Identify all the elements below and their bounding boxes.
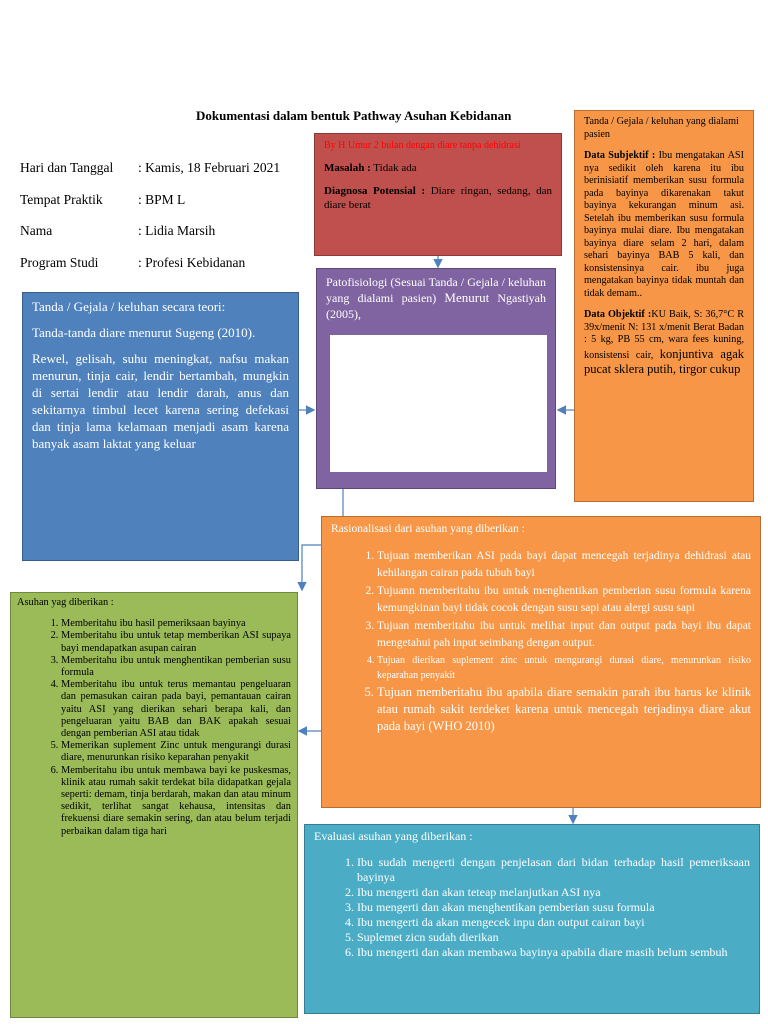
- subjective-data: [584, 150, 744, 300]
- pathophysiology-image-placeholder: [330, 335, 547, 472]
- list-item: 5. Memerikan suplement Zinc untuk mengurangi durasi diare, menurunkan risiko keparahan penyakit: [61, 740, 291, 764]
- objective-data: [584, 309, 744, 378]
- complaint-heading: Tanda / Gejala / keluhan yang dialami pasien: [584, 116, 739, 140]
- list-item: 4. Memberitahu ibu untuk terus memantau pengeluaran dan pemasukan cairan pada bayi, pemantauan cairan yaitu ASI yang dierikan sehari berapa kali, dan pengeluaran yaitu BAB dan BAK apakah sesuai dengan pemberian ASI atau tidak: [61, 679, 291, 740]
- info-label: Tempat Praktik: [20, 192, 103, 207]
- patient-complaint-box: [574, 110, 754, 502]
- info-label: Nama: [20, 223, 53, 238]
- care-list: [17, 618, 291, 838]
- problem-value: Tidak ada: [370, 162, 417, 174]
- info-value: : Kamis, 18 Februari 2021: [138, 160, 281, 175]
- info-row-name: [20, 223, 215, 239]
- list-item: 3. Ibu mengerti dan akan menghentikan pemberian susu formula: [357, 900, 750, 915]
- info-value: : Lidia Marsih: [138, 223, 216, 238]
- list-item: 4. Tujuan dierikan suplement zinc untuk mengurangi durasi diare, menurunkan risiko keparahan penyakit: [377, 653, 751, 683]
- potential-value: Diare ringan, sedang, dan diare berat: [324, 185, 552, 211]
- rationale-box: [321, 516, 761, 808]
- rationale-heading: Rasionalisasi dari asuhan yang diberikan :: [331, 523, 525, 535]
- list-item: 6. Ibu mengerti dan akan membawa bayinya apabila diare masih belum sembuh: [357, 945, 750, 960]
- list-item: 1. Memberitahu ibu hasil pemeriksaan bayinya: [61, 618, 291, 630]
- list-item: 1. Ibu sudah mengerti dengan penjelasan dari bidan terhadap hasil pemeriksaan bayinya: [357, 855, 750, 885]
- list-item: 2. Ibu mengerti dan akan teteap melanjutkan ASI nya: [357, 885, 750, 900]
- pathophysiology-box: [316, 268, 556, 489]
- potential-line: [324, 184, 552, 212]
- list-item: 3. Memberitahu ibu untuk menghentikan pemberian susu formula: [61, 655, 291, 679]
- pathophysiology-text: [326, 274, 546, 322]
- list-item: 2. Memberitahu ibu untuk tetap memberikan ASI supaya bayi mendapatkan asupan cairan: [61, 630, 291, 654]
- page-title: Dokumentasi dalam bentuk Pathway Asuhan Kebidanan: [196, 108, 512, 123]
- care-heading: Asuhan yag diberikan :: [17, 597, 114, 608]
- theory-symptoms-text: Rewel, gelisah, suhu meningkat, nafsu makan menurun, tinja cair, lendir bertambah, mungkin di sertai lendir atau lendir darah, anus dan sekitarnya timbul lecet karena sering defekasi dan tinja lama kelamaan menjadi asam karena banyak asam laktat yang keluar: [32, 351, 289, 451]
- theory-heading: Tanda / Gejala / keluhan secara teori:: [32, 299, 226, 314]
- objective-text-large: konjuntiva agak pucat sklera putih, tirgor cukup: [584, 346, 744, 376]
- pathophysiology-source: Ngastiyah (2005),: [326, 291, 547, 321]
- info-label: Program Studi: [20, 255, 99, 270]
- rationale-list: [331, 548, 751, 735]
- list-item: 1. Tujuan memberikan ASI pada bayi dapat mencegah terjadinya dehidrasi atau kehilangan cairan pada tubuh bayi: [377, 548, 751, 582]
- list-item: 5. Suplemet zicn sudah dierikan: [357, 930, 750, 945]
- info-row-date: [20, 160, 280, 176]
- list-item: 6. Memberitahu ibu untuk membawa bayi ke puskesmas, klinik atau rumah sakit terdekat bila didapatkan gejala seperti: demam, tinja berdarah, makan dan atau minum sedikit, terlihat sangat kehausa, intensitas dan frekuensi diare semakin sering, dan atau belum terjadi perbaikan dalam tiga hari: [61, 765, 291, 838]
- diagnosis-subject: By H Umur 2 bulan dengan diare tanpa dehidrasi: [324, 140, 521, 151]
- subjective-text: Ibu mengatakan ASI nya sedikit oleh karena itu ibu berinisiatif memberikan susu formula pada bayinya dikarenakan takut bayinya kekurangan minum asi. Setelah ibu memberikan susu formula bayinya mulai diare. Ibu mengatakan bayinya diare selam 2 hari, dalam sehari bayinya BAB 5 kali, dan konsistensinya cair. ibu juga mengatakan bayinya tidak muntah dan tidak demam..: [584, 150, 744, 299]
- theory-symptoms-box: [22, 292, 299, 561]
- list-item: 2. Tujuann memberitahu ibu untuk menghentikan pemberian susu formula karena kemungkinan bayi tidak cocok dengan susu sapi atau alergi susu sapi: [377, 583, 751, 617]
- problem-label: Masalah :: [324, 162, 371, 174]
- info-label: Hari dan Tanggal: [20, 160, 114, 175]
- problem-line: [324, 161, 552, 175]
- pathophysiology-menurut: Menurut: [444, 290, 490, 305]
- subjective-label: Data Subjektif :: [584, 150, 656, 161]
- care-given-box: [10, 592, 298, 1018]
- objective-text: KU Baik, S: 36,7°C R 39x/menit N: 131 x/menit Berat Badan : 5 kg, PB 55 cm, wara fees kuning, konsistensi cair,: [584, 309, 744, 361]
- info-value: : Profesi Kebidanan: [138, 255, 246, 270]
- list-item: 5. Tujuan memberitahu ibu apabila diare semakin parah ibu harus ke klinik atau rumah sakit terdeket karena untuk mencegah terjadinya diare akut pada bayi (WHO 2010): [377, 684, 751, 735]
- potential-label: Diagnosa Potensial :: [324, 185, 426, 197]
- theory-source: Tanda-tanda diare menurut Sugeng (2010).: [32, 325, 256, 340]
- objective-label: Data Objektif :: [584, 309, 652, 320]
- info-row-place: [20, 192, 185, 208]
- info-value: : BPM L: [138, 192, 186, 207]
- evaluation-heading: Evaluasi asuhan yang diberikan :: [314, 829, 473, 843]
- info-row-program: [20, 255, 245, 271]
- pathophysiology-label: Patofisiologi (Sesuai Tanda / Gejala / keluhan yang dialami pasien): [326, 275, 546, 305]
- list-item: 3. Tujuan memberitahu ibu untuk melihat input dan output pada bayi ibu dapat mengetahui pah input seimbang dengan output.: [377, 618, 751, 652]
- evaluation-list: [314, 855, 750, 960]
- list-item: 4. Ibu mengerti da akan mengecek inpu dan output cairan bayi: [357, 915, 750, 930]
- evaluation-box: [304, 824, 760, 1014]
- diagnosis-box: [314, 133, 562, 256]
